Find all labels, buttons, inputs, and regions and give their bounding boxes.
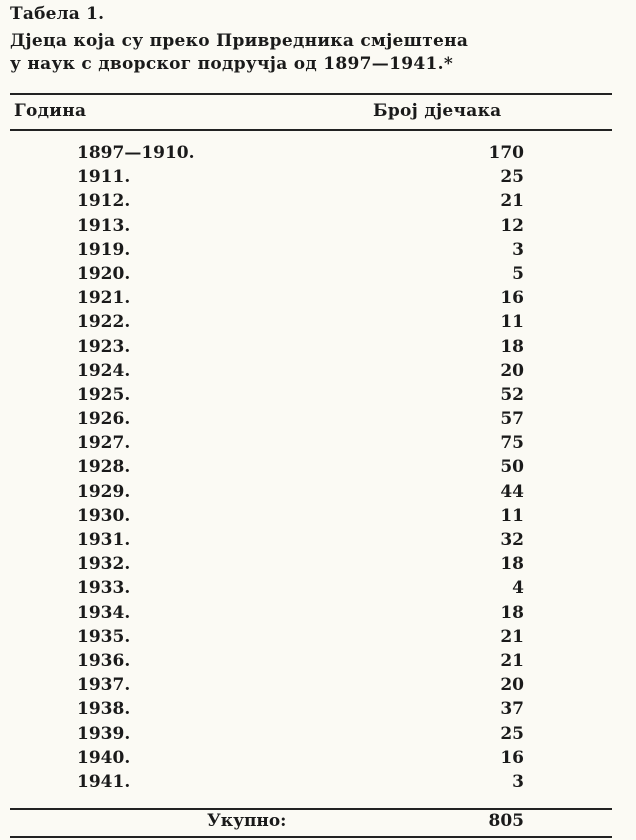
- row-count: 50: [500, 457, 524, 478]
- bottom-rule: [10, 836, 612, 838]
- row-count: 25: [500, 723, 524, 744]
- total-label: Укупно:: [207, 811, 287, 831]
- table-row: [0, 216, 636, 240]
- row-count: 16: [500, 747, 524, 768]
- row-count: 75: [500, 433, 524, 454]
- row-count: 11: [500, 505, 524, 526]
- row-year: 1935.: [77, 626, 131, 647]
- table-row: [0, 675, 636, 699]
- table-row: [0, 143, 636, 167]
- row-count: 20: [500, 360, 524, 381]
- table-row: [0, 603, 636, 627]
- row-count: 3: [512, 771, 524, 792]
- table-row: [0, 312, 636, 336]
- table-row: [0, 409, 636, 433]
- row-year: 1913.: [77, 215, 131, 236]
- row-year: 1926.: [77, 409, 131, 430]
- total-value: 805: [488, 811, 524, 831]
- row-year: 1911.: [77, 167, 131, 188]
- table-row: [0, 748, 636, 772]
- row-year: 1924.: [77, 360, 131, 381]
- header-year: Година: [14, 101, 87, 121]
- header-count: Број дјечака: [373, 101, 502, 121]
- row-year: 1897—1910.: [77, 143, 195, 163]
- row-year: 1928.: [77, 457, 131, 478]
- table-row: [0, 337, 636, 361]
- table-row: [0, 482, 636, 506]
- row-count: 25: [500, 167, 524, 188]
- table-body: [0, 143, 636, 796]
- row-count: 44: [500, 481, 524, 502]
- row-year: 1941.: [77, 771, 131, 792]
- row-count: 21: [500, 650, 524, 671]
- row-year: 1925.: [77, 384, 131, 405]
- row-count: 57: [500, 409, 524, 430]
- row-count: 4: [512, 578, 524, 599]
- row-count: 3: [512, 239, 524, 260]
- row-count: 37: [500, 699, 524, 720]
- row-year: 1929.: [77, 481, 131, 502]
- table-row: [0, 530, 636, 554]
- row-count: 11: [500, 312, 524, 333]
- table-row: [0, 724, 636, 748]
- row-count: 32: [500, 530, 524, 550]
- table-row: [0, 240, 636, 264]
- table-label: Табела 1.: [10, 4, 105, 24]
- row-count: 21: [500, 626, 524, 647]
- row-year: 1923.: [77, 336, 131, 357]
- row-year: 1931.: [77, 530, 131, 550]
- row-year: 1921.: [77, 288, 131, 309]
- table-row: [0, 772, 636, 796]
- table-row: [0, 578, 636, 602]
- caption-line-2: у наук с дворског подручја од 1897—1941.*: [10, 54, 454, 74]
- table-row: [0, 167, 636, 191]
- row-year: 1930.: [77, 505, 131, 526]
- caption-line-1: Дјеца која су преко Привредника смјештена: [10, 31, 469, 51]
- row-year: 1927.: [77, 433, 131, 454]
- table-row: [0, 699, 636, 723]
- table-row: [0, 264, 636, 288]
- row-year: 1940.: [77, 747, 131, 768]
- row-year: 1919.: [77, 239, 131, 260]
- table-row: [0, 433, 636, 457]
- row-count: 52: [500, 384, 524, 405]
- row-count: 5: [512, 263, 524, 284]
- table-row: [0, 457, 636, 481]
- top-rule: [10, 93, 612, 95]
- table-caption: [10, 30, 610, 76]
- row-count: 18: [500, 602, 524, 623]
- table-row: [0, 627, 636, 651]
- header-rule: [10, 129, 612, 131]
- row-year: 1939.: [77, 723, 131, 744]
- table-row: [0, 554, 636, 578]
- table-row: [0, 385, 636, 409]
- table-row: [0, 651, 636, 675]
- row-count: 18: [500, 554, 524, 575]
- row-count: 16: [500, 288, 524, 309]
- row-year: 1934.: [77, 602, 131, 623]
- row-count: 20: [500, 675, 524, 696]
- total-row: [0, 810, 636, 836]
- table-row: [0, 191, 636, 215]
- row-count: 170: [488, 143, 524, 163]
- row-year: 1932.: [77, 554, 131, 575]
- row-count: 12: [500, 215, 524, 236]
- row-year: 1937.: [77, 675, 131, 696]
- row-count: 21: [500, 191, 524, 212]
- row-year: 1920.: [77, 263, 131, 284]
- row-year: 1912.: [77, 191, 131, 212]
- table-row: [0, 288, 636, 312]
- row-year: 1936.: [77, 650, 131, 671]
- row-year: 1922.: [77, 312, 131, 333]
- row-count: 18: [500, 336, 524, 357]
- table-row: [0, 506, 636, 530]
- row-year: 1938.: [77, 699, 131, 720]
- row-year: 1933.: [77, 578, 131, 599]
- table-row: [0, 361, 636, 385]
